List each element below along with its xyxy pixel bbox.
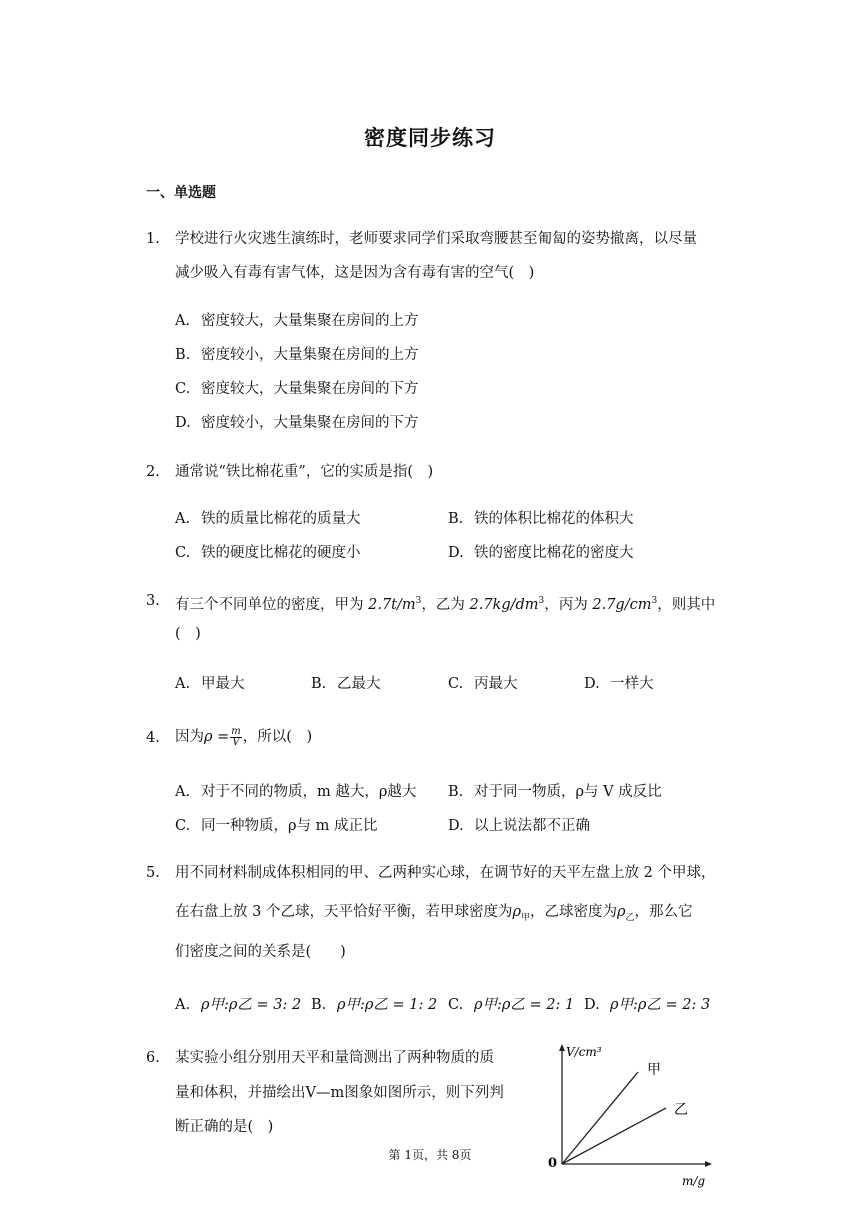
question-text: ( ) xyxy=(175,626,201,642)
option-a: A. 铁的质量比棉花的质量大 xyxy=(175,511,361,527)
option-b: B. ρ甲:ρ乙 = 1: 2 xyxy=(311,997,438,1013)
option-d: D. 一样大 xyxy=(584,676,654,692)
option-c: C. 同一种物质，ρ与 m 成正比 xyxy=(175,818,378,834)
option-d: D. 铁的密度比棉花的密度大 xyxy=(448,545,634,561)
question-number: 4. xyxy=(146,730,160,746)
option-a: A. ρ甲:ρ乙 = 3: 2 xyxy=(175,997,302,1013)
option-b: B. 乙最大 xyxy=(311,676,381,692)
question-text: 因为ρ = $\frac{m}{V}$ ，所以( ) xyxy=(175,725,313,748)
option-c: C. 密度较大，大量集聚在房间的下方 xyxy=(175,381,419,397)
page-footer: 第 1页，共 8页 xyxy=(388,1148,472,1162)
y-axis-arrow xyxy=(559,1044,565,1051)
question-number: 1. xyxy=(146,231,160,247)
question-text: 用不同材料制成体积相同的甲、乙两种实心球，在调节好的天平左盘上放 2 个甲球， xyxy=(175,865,716,881)
question-text: 通常说“铁比棉花重”，它的实质是指( ) xyxy=(175,464,434,480)
line-jia-label: 甲 xyxy=(647,1062,661,1078)
v-m-graph xyxy=(540,1040,720,1190)
option-d: D. 密度较小，大量集聚在房间的下方 xyxy=(175,415,419,431)
question-text: 们密度之间的关系是( ) xyxy=(175,944,346,960)
page-title: 密度同步练习 xyxy=(364,125,496,150)
question-text: 有三个不同单位的密度，甲为 $2.7t/m^3$，乙为 $2.7kg/dm^3$，丙为 $2.7g/cm^3$，则其中 xyxy=(175,596,716,613)
y-axis-label: V/cm³ xyxy=(566,1045,602,1059)
option-a: A. 密度较大，大量集聚在房间的上方 xyxy=(175,313,419,329)
question-text: 某实验小组分别用天平和量筒测出了两种物质的质 xyxy=(175,1050,494,1066)
option-b: B. 密度较小，大量集聚在房间的上方 xyxy=(175,347,419,363)
section-heading: 一、单选题 xyxy=(146,185,216,201)
x-axis-label: m/g xyxy=(682,1174,706,1188)
option-d: D. 以上说法都不正确 xyxy=(448,818,590,834)
question-number: 2. xyxy=(146,464,160,480)
option-a: A. 对于不同的物质，m 越大，ρ越大 xyxy=(175,784,417,800)
question-number: 3. xyxy=(146,593,160,609)
option-b: B. 铁的体积比棉花的体积大 xyxy=(448,511,634,527)
option-c: C. ρ甲:ρ乙 = 2: 1 xyxy=(448,997,575,1013)
question-number: 5. xyxy=(146,865,160,881)
question-text: 减少吸入有毒有害气体，这是因为含有毒有害的空气( ) xyxy=(175,265,535,281)
origin-label: 0 xyxy=(548,1156,558,1171)
question-number: 6. xyxy=(146,1050,160,1066)
question-text: 学校进行火灾逃生演练时，老师要求同学们采取弯腰甚至匍匐的姿势撤离，以尽量 xyxy=(175,231,697,247)
question-text: 断正确的是( ) xyxy=(175,1119,274,1135)
density-fraction: $\frac{m}{V}$ xyxy=(231,725,241,748)
option-d: D. ρ甲:ρ乙 = 2: 3 xyxy=(584,997,711,1013)
option-b: B. 对于同一物质，ρ与 V 成反比 xyxy=(448,784,662,800)
line-yi-label: 乙 xyxy=(674,1102,688,1118)
option-a: A. 甲最大 xyxy=(175,676,245,692)
question-text: 在右盘上放 3 个乙球，天平恰好平衡，若甲球密度为$\rho_甲$，乙球密度为$\rho_乙$，那么它 xyxy=(175,904,693,923)
question-text: 量和体积，并描绘出V—m图象如图所示，则下列判 xyxy=(175,1085,504,1101)
option-c: C. 丙最大 xyxy=(448,676,518,692)
option-c: C. 铁的硬度比棉花的硬度小 xyxy=(175,545,361,561)
